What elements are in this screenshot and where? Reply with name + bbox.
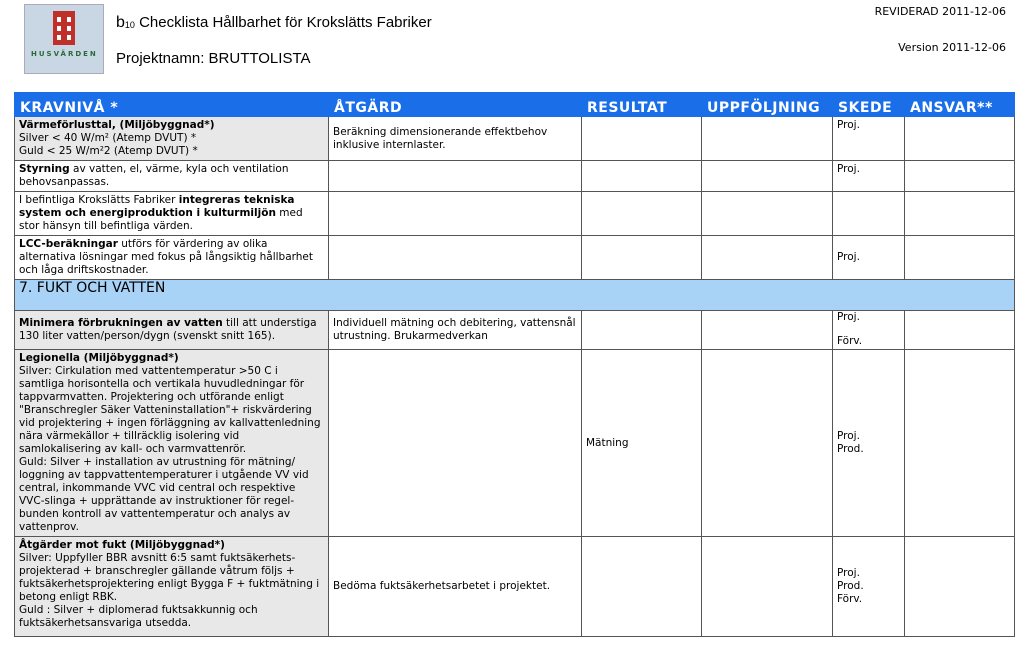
responsibility-cell xyxy=(905,537,1015,637)
followup-cell xyxy=(702,117,833,161)
table-row xyxy=(15,161,1015,192)
husvarden-logo xyxy=(24,4,104,74)
checklist-table xyxy=(14,92,1015,637)
result-cell xyxy=(582,311,702,350)
action-cell xyxy=(329,350,582,537)
table-header-row xyxy=(15,93,1015,117)
responsibility-cell xyxy=(905,236,1015,280)
revision-date: REVIDERAD 2011-12-06 xyxy=(874,5,1006,18)
stage-cell xyxy=(833,192,905,236)
table-row xyxy=(15,117,1015,161)
requirement-cell: LCC-beräkningar utförs för värdering av olika alternativa lösningar med fokus på långsiktig hållbarhet och låga driftskostnader. xyxy=(15,236,329,280)
followup-cell xyxy=(702,537,833,637)
requirement-cell: Värmeförlusttal, (Miljöbyggnad*) Silver < 40 W/m² (Atemp DVUT) * Guld < 25 W/m²2 (Atemp DVUT) * xyxy=(15,117,329,161)
stage-cell: Proj. Prod. Förv. xyxy=(833,537,905,637)
table-row xyxy=(15,350,1015,537)
stage-cell: Proj. xyxy=(833,161,905,192)
column-header-uppfoljning: UPPFÖLJNING xyxy=(702,93,833,117)
requirement-cell: Legionella (Miljöbyggnad*) Silver: Cirkulation med vattentemperatur >50 C i samtliga horisontella och vertikala huvudledningar för tappvarmvatten. Projektering och utförande enligt "Branschregler Säker Vatteninstallation"+ riskvärdering vid projektering + ingen förläggning av kallvattenledning nära värmekällor + tillräcklig isolering vid samlokalisering av kall- och varmvattenrör. Guld: Silver + installation av utrustning för mätning/ loggning av tappvattentemperaturer i utgående VV vid central, inkommande VVC vid central och respektive VVC-slinga + upprättande av instruktioner för regel-bunden kontroll av vattentemperatur och analys av vattenprov. xyxy=(15,350,329,537)
action-cell: Bedöma fuktsäkerhetsarbetet i projektet. xyxy=(329,537,582,637)
responsibility-cell xyxy=(905,117,1015,161)
table-row xyxy=(15,311,1015,350)
result-cell xyxy=(582,192,702,236)
requirement-cell: I befintliga Krokslätts Fabriker integreras tekniska system och energiproduktion i kulturmiljön med stor hänsyn till befintliga värden. xyxy=(15,192,329,236)
table-row xyxy=(15,236,1015,280)
followup-cell xyxy=(702,350,833,537)
column-header-ansvar: ANSVAR** xyxy=(905,93,1015,117)
stage-cell: Proj. xyxy=(833,117,905,161)
column-header-skede: SKEDE xyxy=(833,93,905,117)
action-cell: Individuell mätning och debitering, vattensnål utrustning. Brukarmedverkan xyxy=(329,311,582,350)
stage-cell: Proj. Förv. xyxy=(833,311,905,350)
column-header-resultat: RESULTAT xyxy=(582,93,702,117)
followup-cell xyxy=(702,311,833,350)
followup-cell xyxy=(702,236,833,280)
stage-cell: Proj. Prod. xyxy=(833,350,905,537)
result-cell xyxy=(582,161,702,192)
result-cell xyxy=(582,537,702,637)
requirement-cell: Minimera förbrukningen av vatten till att understiga 130 liter vatten/person/dygn (svenskt snitt 165). xyxy=(15,311,329,350)
responsibility-cell xyxy=(905,161,1015,192)
stage-cell: Proj. xyxy=(833,236,905,280)
result-cell: Mätning xyxy=(582,350,702,537)
section-title: 7. FUKT OCH VATTEN xyxy=(15,280,1015,311)
responsibility-cell xyxy=(905,192,1015,236)
action-cell: Beräkning dimensionerande effektbehov inklusive internlaster. xyxy=(329,117,582,161)
table-row xyxy=(15,537,1015,637)
requirement-cell: Styrning av vatten, el, värme, kyla och ventilation behovsanpassas. xyxy=(15,161,329,192)
result-cell xyxy=(582,236,702,280)
logo-text: HUSVÄRDEN xyxy=(31,50,98,58)
responsibility-cell xyxy=(905,311,1015,350)
result-cell xyxy=(582,117,702,161)
responsibility-cell xyxy=(905,350,1015,537)
column-header-atgard: ÅTGÄRD xyxy=(329,93,582,117)
action-cell xyxy=(329,161,582,192)
followup-cell xyxy=(702,192,833,236)
action-cell xyxy=(329,192,582,236)
column-header-kravniva: KRAVNIVÅ * xyxy=(15,93,329,117)
followup-cell xyxy=(702,161,833,192)
requirement-cell: Åtgärder mot fukt (Miljöbyggnad*) Silver: Uppfyller BBR avsnitt 6:5 samt fuktsäkerhets-projekterad + branschregler gällande våtrum följs + fuktsäkerhetsprojektering enligt Bygga F + fuktmätning i betong enligt RBK. Guld : Silver + diplomerad fuktsakkunnig och fuktsäkerhetsansvariga utsedda. xyxy=(15,537,329,637)
action-cell xyxy=(329,236,582,280)
section-row xyxy=(15,280,1015,311)
table-row xyxy=(15,192,1015,236)
project-name: Projektnamn: BRUTTOLISTA xyxy=(116,50,311,67)
document-title: $b_{10}$ Checklista Hållbarhet för Krokslätts Fabriker xyxy=(116,14,432,31)
version-date: Version 2011-12-06 xyxy=(898,41,1006,54)
